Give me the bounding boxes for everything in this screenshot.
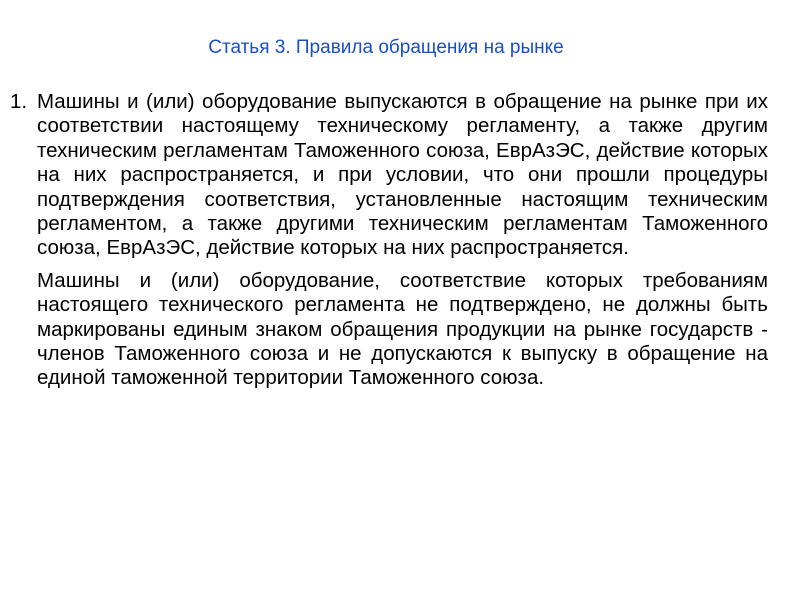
paragraph-2: Машины и (или) оборудование, соответствие которых требованиям настоящего технического регламента не подтверждено, не должны быть маркированы единым знаком обращения продукции на рынке государств - членов Таможенного союза и не допускаются к выпуску в обращение на единой таможенной территории Таможенного союза. xyxy=(37,268,768,390)
numbered-item xyxy=(10,90,768,261)
article-body xyxy=(10,90,768,391)
article-title: Статья 3. Правила обращения на рынке xyxy=(208,37,564,58)
item-number: 1. xyxy=(10,90,28,113)
item-text: Машины и (или) оборудование выпускаются в обращение на рынке при их соответствии настоящему техническому регламенту, а также другим техническим регламентам Таможенного союза, ЕврАзЭС, действие которых на них распространяется, и при условии, что они прошли процедуры подтверждения соответствия, установленные настоящим техническим регламентом, а также другими техническим регламентам Таможенного союза, ЕврАзЭС, действие которых на них распространяется. xyxy=(37,90,768,260)
